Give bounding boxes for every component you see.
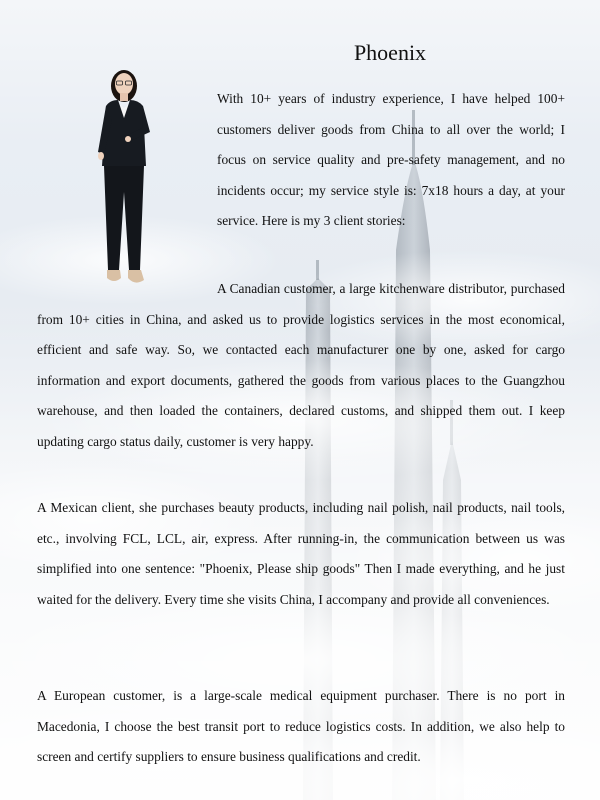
client-story: A Mexican client, she purchases beauty products, including nail polish, nail products, nail tools, etc., involving FCL, LCL, air, express. After running-in, the communication between us was simplified into one sentence: "Phoenix, Please ship goods" Then I made everything, and he just waited for the delivery. Every time she visits China, I accompany and provide all conveniences. — [37, 500, 565, 607]
client-story: A European customer, is a large-scale medical equipment purchaser. There is no port in Macedonia, I choose the best transit port to reduce logistics costs. In addition, we also help to screen and certify suppliers to ensure business qualifications and credit. — [37, 688, 565, 765]
intro-paragraph: With 10+ years of industry experience, I have helped 100+ customers deliver goods from China to all over the world; I focus on service quality and pre-safety management, and no incidents occur; my service style is: 7x18 hours a day, at your service. Here is my 3 client stories: — [217, 91, 565, 229]
client-story: A Canadian customer, a large kitchenware distributor, purchased from 10+ cities in China, and asked us to provide logistics services in the most economical, efficient and safe way. So, we contacted each manufacturer one by one, asked for cargo information and export documents, gathered the goods from various places to the Guangzhou warehouse, and then loaded the containers, declared customs, and shipped them out. I keep updating cargo status daily, customer is very happy. — [37, 281, 565, 449]
page-title: Phoenix — [353, 40, 427, 65]
portrait-photo — [88, 62, 168, 298]
